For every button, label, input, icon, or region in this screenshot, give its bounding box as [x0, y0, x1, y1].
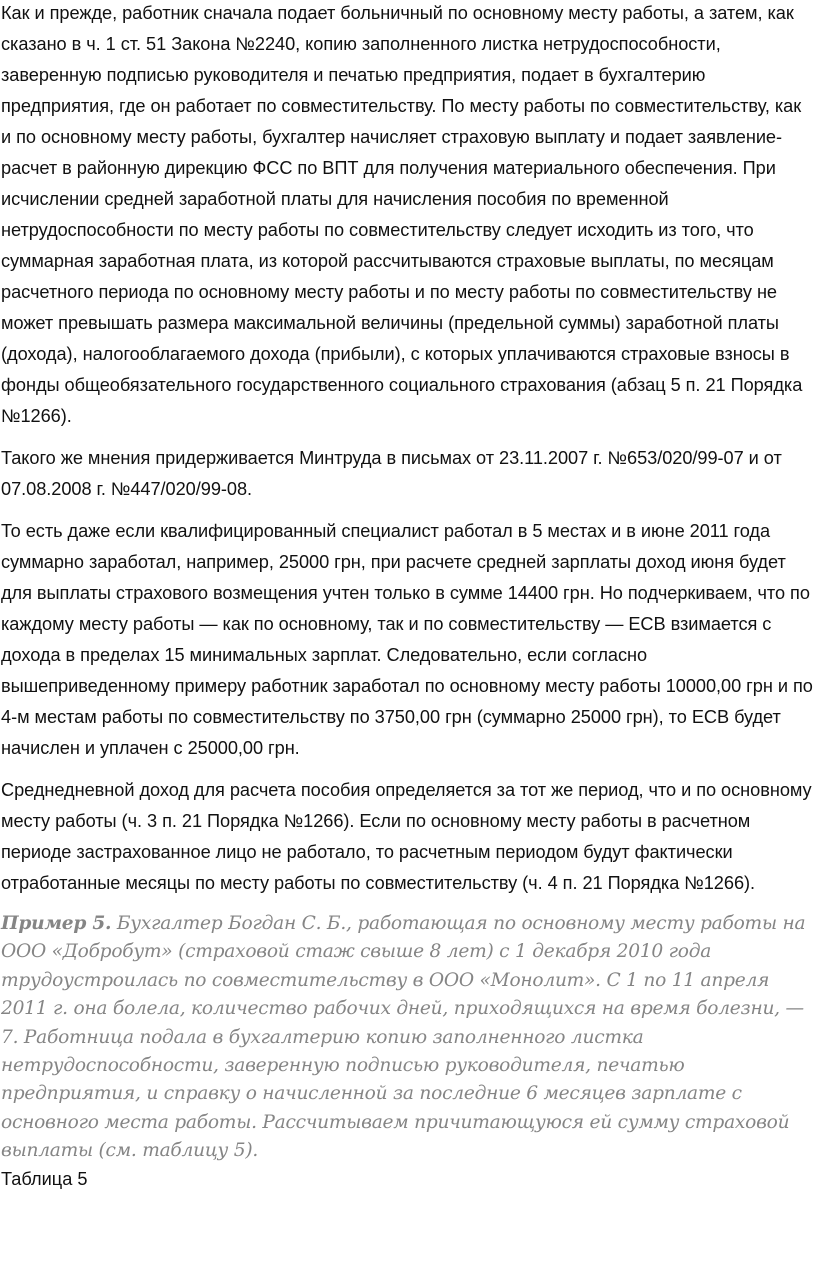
example-text: Бухгалтер Богдан С. Б., работающая по основному месту работы на ООО «Добробут» (страховой стаж свыше 8 лет) с 1 декабря 2010 года трудоустроилась по совместительству в ООО «Монолит». С 1 по 11 апреля 2011 г. она болела, количество рабочих дней, приходящихся на время болезни, — 7. Работница подала в бухгалтерию копию заполненного листка нетрудоспособности, заверенную подписью руководителя, печатью предприятия, и справку о начисленной за последние 6 месяцев зарплате с основного места работы. Рассчитываем причитающуюся ей сумму страховой выплаты (см. таблицу 5).: [1, 913, 806, 1162]
paragraph-esv-example: То есть даже если квалифицированный специалист работал в 5 местах и в июне 2011 года суммарно заработал, например, 25000 грн, при расчете средней зарплаты доход июня будет для выплаты страхового возмещения учтен только в сумме 14400 грн. Но подчеркиваем, что по каждому месту работы — как по основному, так и по совместительству — ЕСВ взимается с дохода в пределах 15 минимальных зарплат. Следовательно, если согласно вышеприведенному примеру работник заработал по основному месту работы 10000,00 грн и по 4-м местам работы по совместительству по 3750,00 грн (суммарно 25000 грн), то ЕСВ будет начислен и уплачен с 25000,00 грн.: [1, 521, 813, 758]
paragraph-sick-leave-procedure: Как и прежде, работник сначала подает больничный по основному месту работы, а затем, как сказано в ч. 1 ст. 51 Закона №2240, копию заполненного листка нетрудоспособности, заверенную подписью руководителя и печатью предприятия, подает в бухгалтерию предприятия, где он работает по совместительству. По месту работы по совместительству, как и по основному месту работы, бухгалтер начисляет страховую выплату и подает заявление-расчет в районную дирекцию ФСС по ВПТ для получения материального обеспечения. При исчислении средней заработной платы для начисления пособия по временной нетрудоспособности по месту работы по совместительству следует исходить из того, что суммарная заработная плата, из которой рассчитываются страховые выплаты, по месяцам расчетного периода по основному месту работы и по месту работы по совместительству не может превышать размера максимальной величины (предельной суммы) заработной платы (дохода), налогооблагаемого дохода (прибыли), с которых уплачиваются страховые взносы в фонды общеобязательного государственного социального страхования (абзац 5 п. 21 Порядка №1266).: [1, 3, 803, 426]
paragraph-ministry-opinion: Такого же мнения придерживается Минтруда в письмах от 23.11.2007 г. №653/020/99-07 и от 07.08.2008 г. №447/020/99-08.: [1, 448, 782, 499]
example-lead: Пример 5.: [1, 913, 112, 934]
paragraph-average-income: Среднедневной доход для расчета пособия определяется за тот же период, что и по основному месту работы (ч. 3 п. 21 Порядка №1266). Если по основному месту работы в расчетном периоде застрахованное лицо не работало, то расчетным периодом будут фактически отработанные месяцы по месту работы по совместительству (ч. 4 п. 21 Порядка №1266).: [1, 780, 812, 893]
example-5-block: [1, 910, 816, 1166]
table-caption: Таблица 5: [1, 1168, 88, 1189]
